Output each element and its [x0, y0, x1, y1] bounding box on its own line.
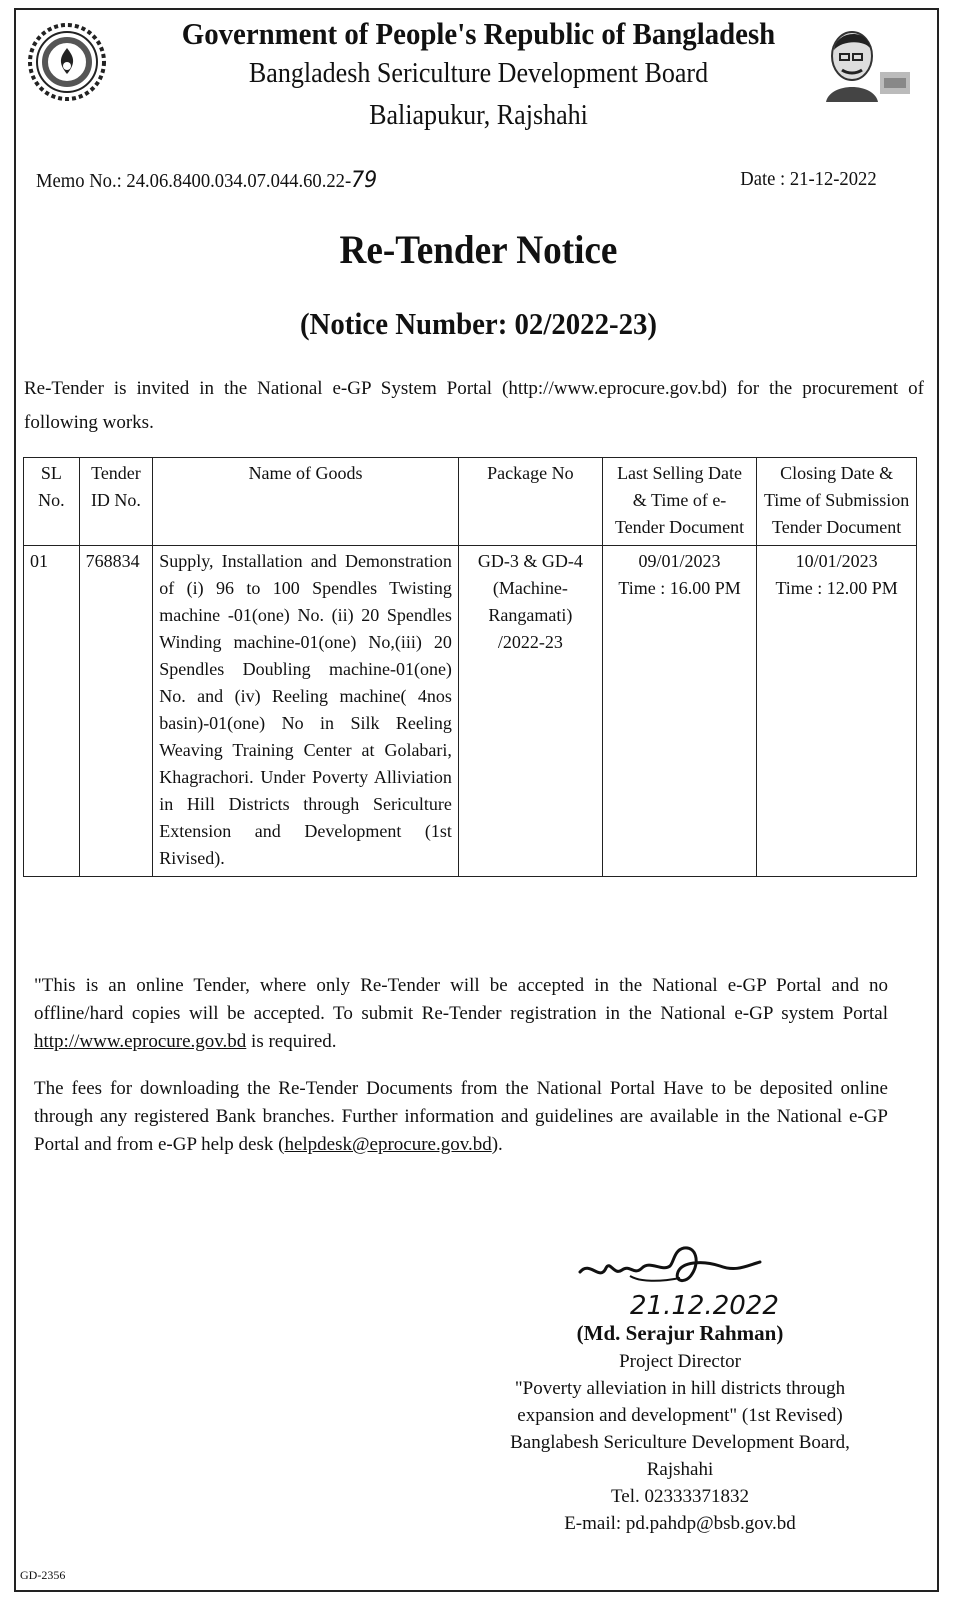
closing-time: Time : 12.00 PM	[775, 578, 898, 598]
last-selling-date: 09/01/2023	[638, 551, 721, 571]
table-row	[24, 546, 917, 877]
cell-package: GD-3 & GD-4 (Machine-Rangamati) /2022-23	[458, 546, 602, 877]
closing-date: 10/01/2023	[795, 551, 878, 571]
last-selling-time: Time : 16.00 PM	[618, 578, 741, 598]
signature-date: 21.12.2022	[630, 1291, 779, 1321]
date-label: Date :	[740, 168, 786, 190]
col-tender-id: Tender ID No.	[79, 458, 153, 546]
date-line	[741, 168, 877, 191]
memo-line	[36, 168, 377, 193]
signatory-name: (Md. Serajur Rahman)	[576, 1321, 784, 1345]
intro-paragraph: Re-Tender is invited in the National e-GP System Portal (http://www.eprocure.gov.bd) for the procurement of following works.	[24, 378, 924, 433]
col-package-no: Package No	[458, 458, 602, 546]
para1-tail: is required.	[246, 1031, 337, 1052]
helpdesk-email-link[interactable]: helpdesk@eprocure.gov.bd	[284, 1134, 492, 1155]
table-header-row	[24, 458, 917, 546]
cell-tender-id: 768834	[79, 546, 153, 877]
signature-icon	[570, 1232, 860, 1322]
date-value: 21-12-2022	[790, 168, 877, 190]
col-last-selling: Last Selling Date & Time of e-Tender Document	[602, 458, 756, 546]
signatory-designation: Project Director	[619, 1351, 741, 1372]
signatory-org: Banglabesh Sericulture Development Board,	[510, 1432, 850, 1453]
notice-number: (Notice Number: 02/2022-23)	[299, 306, 658, 341]
cell-last-selling	[602, 546, 756, 877]
memo-handwritten-suffix: 79	[351, 168, 378, 193]
notice-title: Re-Tender Notice	[339, 227, 618, 272]
signatory-city: Rajshahi	[646, 1459, 714, 1480]
eprocure-link[interactable]: http://www.eprocure.gov.bd	[34, 1031, 247, 1052]
signatory-project-line2: expansion and development" (1st Revised)	[517, 1405, 843, 1426]
header-address: Baliapukur, Rajshahi	[369, 100, 588, 131]
col-sl-no: SL No.	[24, 458, 80, 546]
footer-code: GD-2356	[20, 1568, 66, 1582]
col-name-of-goods: Name of Goods	[153, 458, 459, 546]
para1-text: "This is an online Tender, where only Re-Tender will be accepted in the National e-GP Portal and no offline/hard copies will be accepted. To submit Re-Tender registration in the National e-GP system Portal	[34, 975, 888, 1024]
cell-closing	[757, 546, 917, 877]
header-government: Government of People's Republic of Bangladesh	[181, 16, 776, 51]
memo-label: Memo No.:	[36, 170, 122, 192]
signatory-email: E-mail: pd.pahdp@bsb.gov.bd	[564, 1513, 796, 1534]
para2-tail: ).	[491, 1134, 503, 1155]
col-closing-date: Closing Date & Time of Submission Tender Document	[757, 458, 917, 546]
mujib-100-portrait-icon	[822, 20, 914, 102]
online-tender-paragraph	[34, 972, 888, 1056]
signatory-project-line1: "Poverty alleviation in hill districts through	[514, 1378, 846, 1399]
cell-goods: Supply, Installation and Demonstration of (i) 96 to 100 Spendles Twisting machine -01(one) No. (ii) 20 Spendles Winding machine-01(one) No,(iii) 20 Spendles Doubling machine-01(one) No. and (iv) Reeling machine( 4nos basin)-01(one) No in Silk Reeling Weaving Training Center at Golabari, Khagrachori. Under Poverty Alliviation in Hill Districts through Sericulture Extension and Development (1st Rivised).	[153, 546, 459, 877]
fees-paragraph	[34, 1075, 888, 1159]
signatory-tel: Tel. 02333371832	[611, 1486, 749, 1507]
para2-text: The fees for downloading the Re-Tender Documents from the National Portal Have to be deposited online through any registered Bank branches. Further information and guidelines are available in the National e-GP Portal and from e-GP help desk (	[34, 1078, 888, 1155]
cell-sl: 01	[24, 546, 80, 877]
header-board: Bangladesh Sericulture Development Board	[248, 58, 709, 89]
memo-number: 24.06.8400.034.07.044.60.22-	[126, 170, 352, 192]
tender-table	[23, 457, 917, 877]
signatory-details	[490, 1348, 870, 1537]
